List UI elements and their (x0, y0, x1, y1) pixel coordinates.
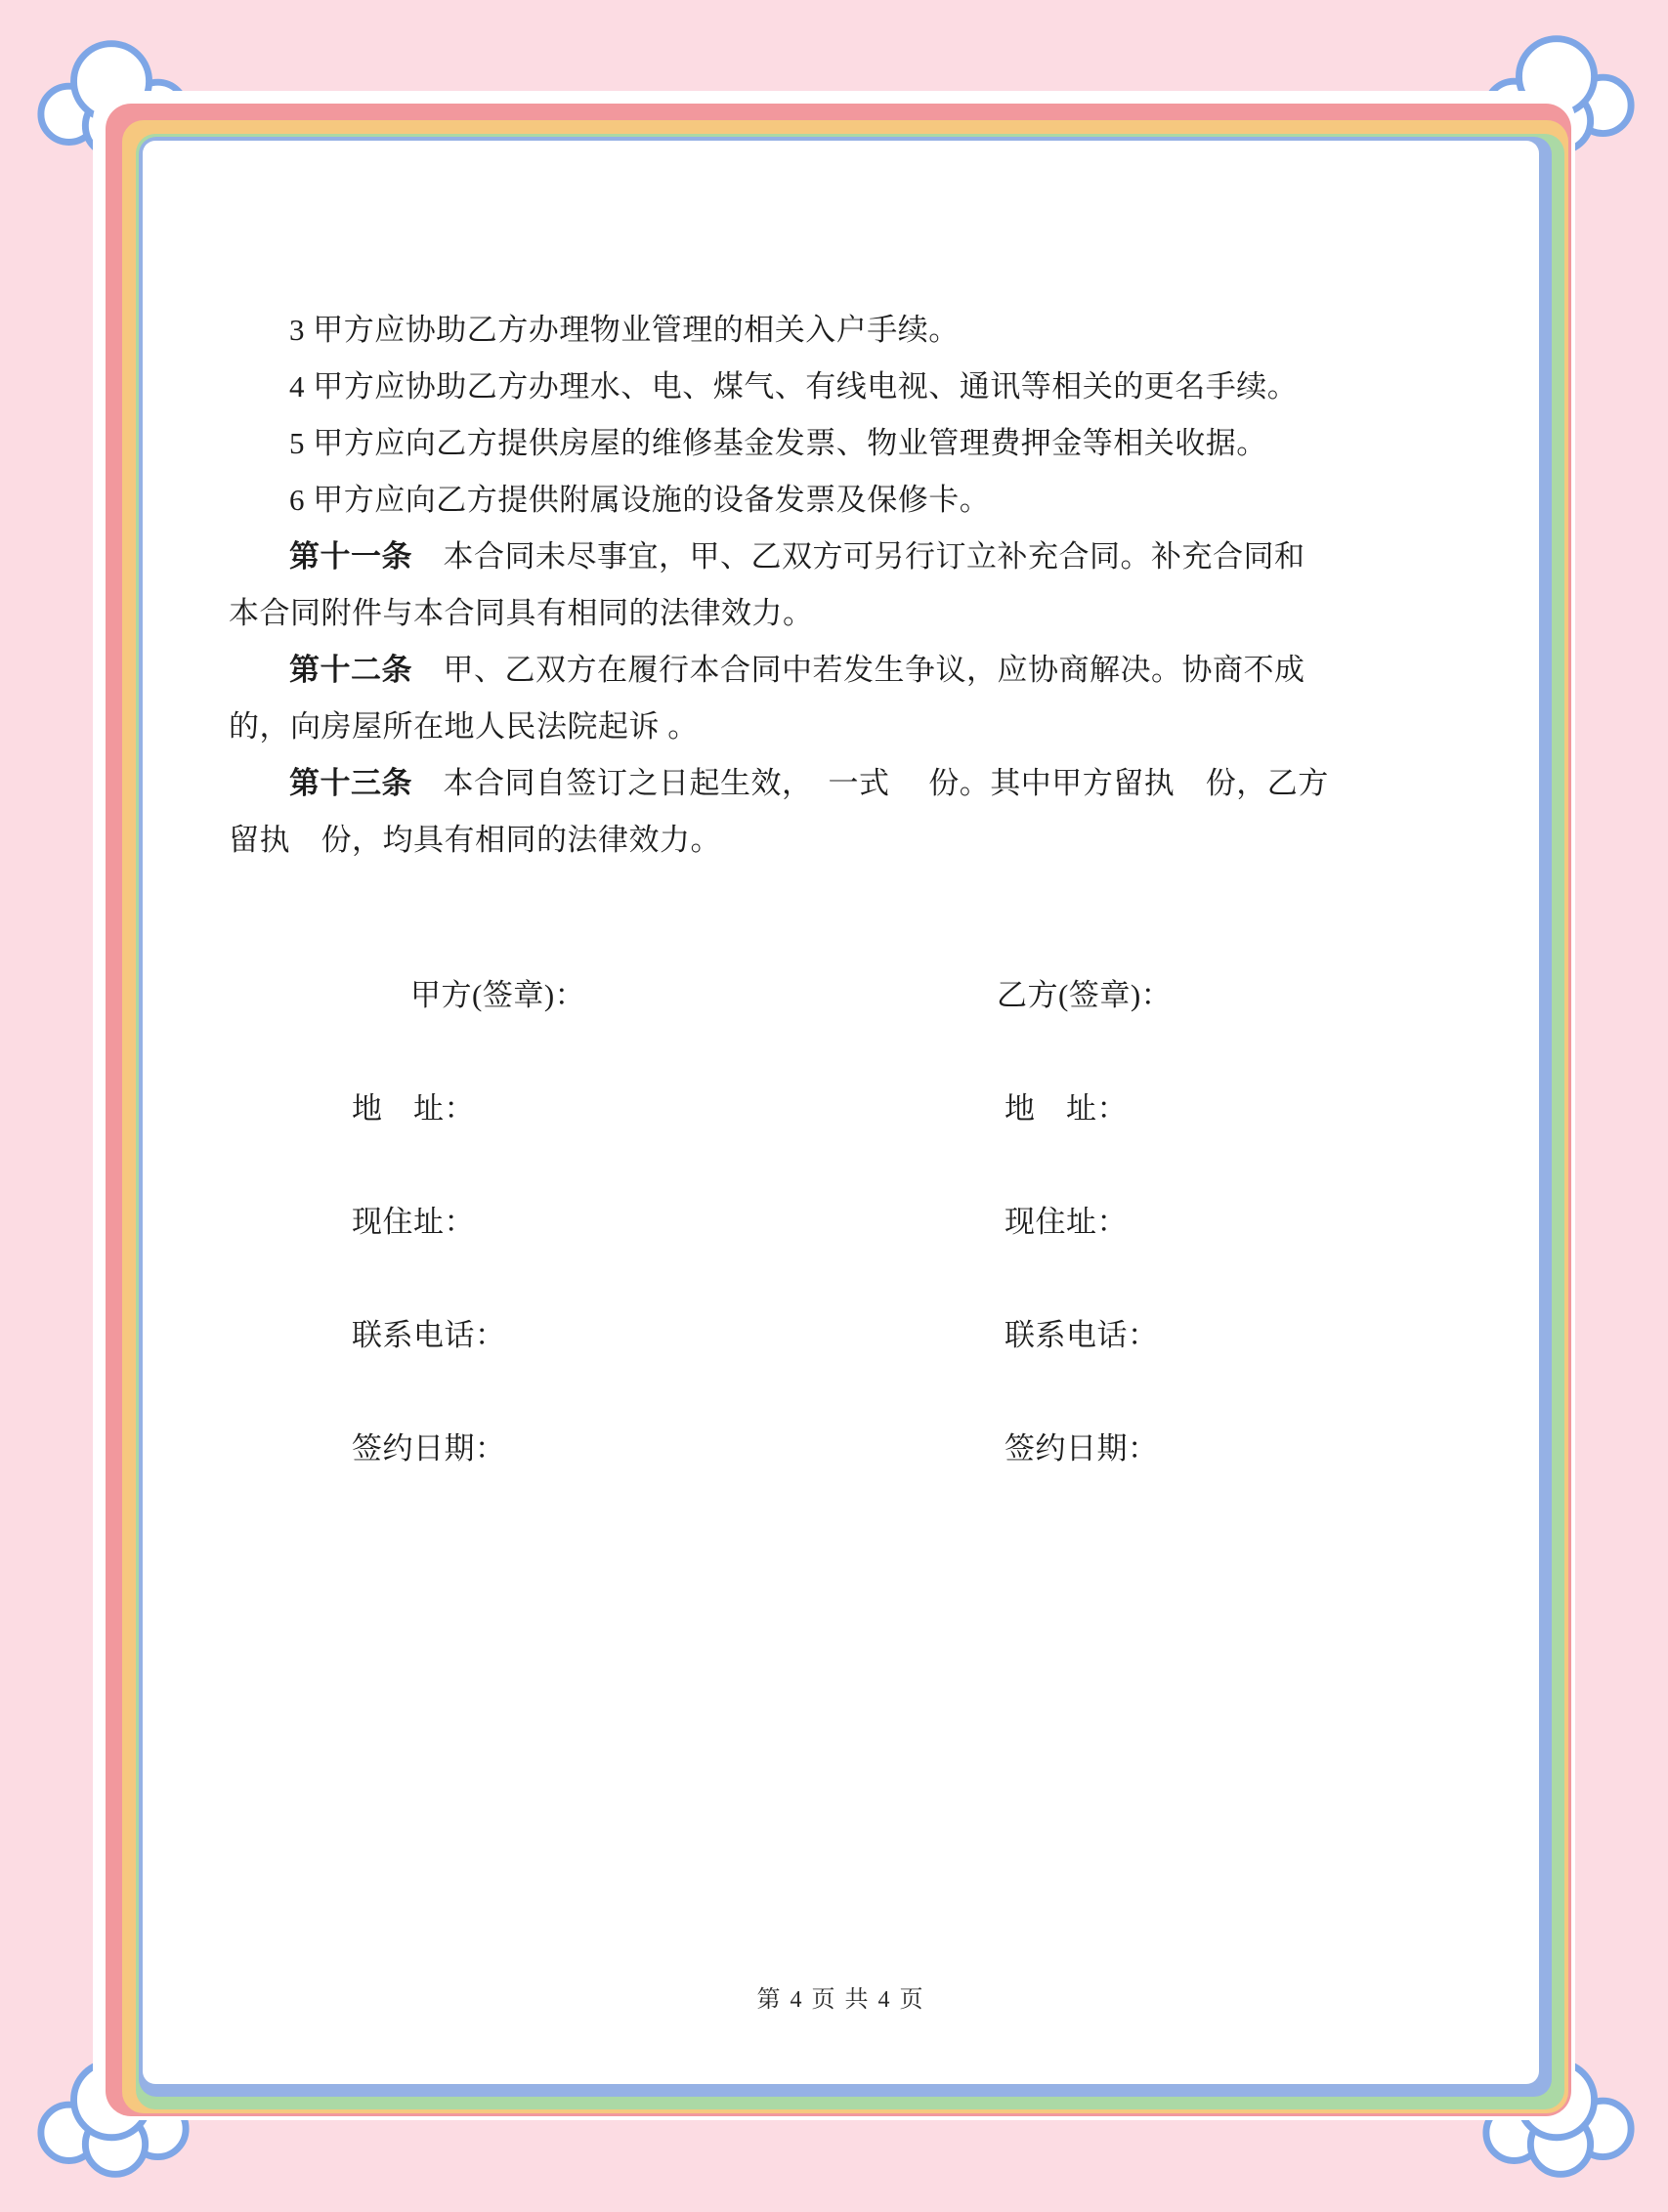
party-a-address-label: 地 址： (352, 1091, 475, 1126)
stripe-green (136, 134, 1564, 2109)
contract-clause-3: 3 甲方应协助乙方办理物业管理的相关入户手续。 (289, 313, 960, 347)
signature-row-sign-date (229, 1421, 1539, 1477)
party-a-current-address-label: 现住址： (352, 1205, 475, 1239)
signature-section (229, 967, 1539, 1477)
contract-clause-5: 5 甲方应向乙方提供房屋的维修基金发票、物业管理费押金等相关收据。 (289, 426, 1267, 460)
document-body (143, 141, 1539, 2084)
party-a-phone-label: 联系电话： (352, 1318, 506, 1352)
signature-row-address (229, 1081, 1539, 1137)
page-number-indicator: 第 4 页 共 4 页 (756, 1987, 925, 2013)
contract-clause-4: 4 甲方应协助乙方办理水、电、煤气、有线电视、通讯等相关的更名手续。 (289, 369, 1299, 404)
party-b-seal-label: 乙方(签章)： (997, 978, 1173, 1012)
contract-clauses (229, 302, 1333, 869)
contract-article-12: 第十二条 甲、乙双方在履行本合同中若发生争议，应协商解决。协商不成的，向房屋所在地人民法院起诉 。 (229, 653, 1305, 744)
party-b-sign-date-label: 签约日期： (1005, 1431, 1159, 1466)
party-b-current-address-label: 现住址： (1005, 1205, 1128, 1239)
stripe-red (106, 104, 1571, 2116)
signature-row-phone (229, 1307, 1539, 1364)
party-a-seal-label: 甲方(签章)： (410, 978, 586, 1012)
party-b-phone-label: 联系电话： (1005, 1318, 1159, 1352)
rainbow-border-frame (93, 91, 1575, 2120)
contract-article-13: 第十三条 本合同自签订之日起生效， 一式 份。其中甲方留执 份，乙方留执 份，均具有相同的法律效力。 (229, 766, 1329, 857)
stripe-blue (139, 137, 1552, 2097)
party-b-address-label: 地 址： (1005, 1091, 1128, 1126)
signature-row-current-address (229, 1194, 1539, 1251)
party-a-sign-date-label: 签约日期： (352, 1431, 506, 1466)
contract-article-11: 第十一条 本合同未尽事宜，甲、乙双方可另行订立补充合同。补充合同和本合同附件与本合同具有相同的法律效力。 (229, 539, 1305, 630)
stripe-orange (122, 120, 1568, 2113)
contract-clause-6: 6 甲方应向乙方提供附属设施的设备发票及保修卡。 (289, 483, 991, 517)
signature-row-party (229, 967, 1539, 1024)
